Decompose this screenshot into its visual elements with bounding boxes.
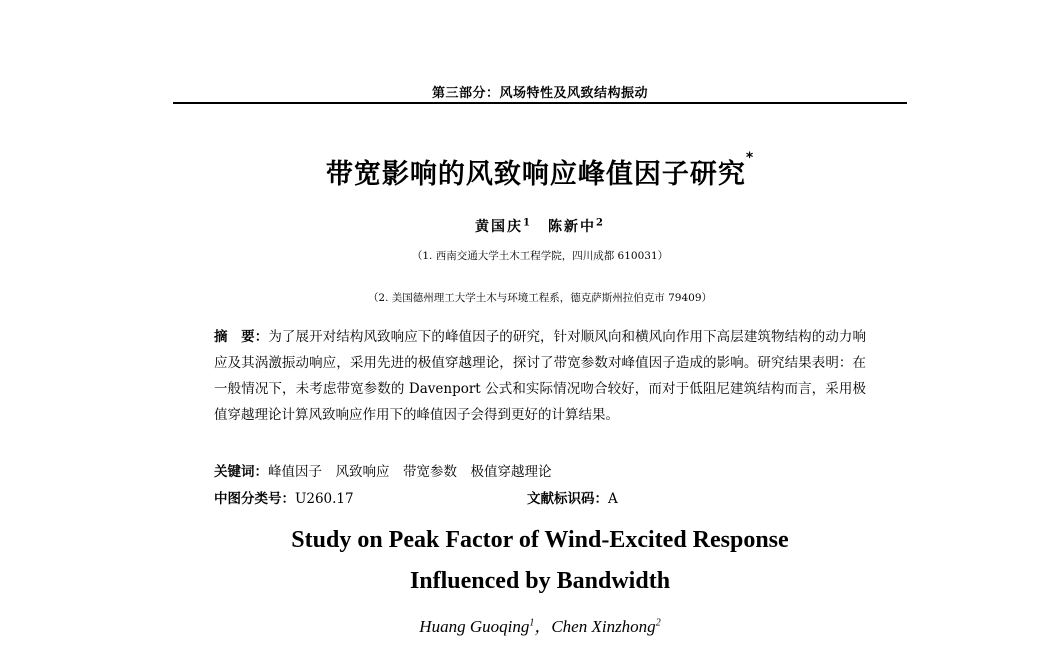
author-en-1: Huang Guoqing [419, 617, 530, 636]
classification-value: U260.17 [295, 491, 354, 507]
author-en-2: Chen Xinzhong [551, 617, 656, 636]
english-authors [173, 612, 907, 637]
author-cn-2-affil: 2 [596, 217, 605, 229]
english-title-line-2: Influenced by Bandwidth [409, 568, 671, 594]
author-en-2-affil: 2 [655, 617, 661, 629]
affiliation-2: （2. 美国德州理工大学土木与环境工程系，德克萨斯州拉伯克市 79409） [367, 292, 713, 304]
author-cn-2: 陈新中 [548, 219, 596, 235]
chinese-title [173, 152, 907, 191]
english-title-line-1: Study on Peak Factor of Wind-Excited Response [291, 527, 789, 553]
affiliation-1: （1. 西南交通大学土木工程学院，四川成都 610031） [411, 250, 669, 262]
abstract [214, 324, 866, 428]
chinese-authors [173, 216, 907, 236]
classification-label: 中图分类号： [214, 491, 295, 507]
author-separator: ， [534, 617, 552, 636]
chinese-title-text: 带宽影响的风致响应峰值因子研究 [325, 159, 746, 190]
document-code-label: 文献标识码： [527, 491, 608, 507]
header-rule [173, 102, 907, 104]
author-cn-1-affil: 1 [523, 217, 532, 229]
title-footnote-mark: * [745, 150, 755, 166]
classification-row [214, 489, 866, 509]
abstract-text: 为了展开对结构风致响应下的峰值因子的研究，针对顺风向和横风向作用下高层建筑物结构的动力响应及其涡激振动响应，采用先进的极值穿越理论，探讨了带宽参数对峰值因子造成的影响。研究结果表明：在一般情况下，未考虑带宽参数的 Davenport 公式和实际情况吻合较好，而对于低阻尼建筑结构而言，采用极值穿越理论计算风致响应作用下的峰值因子会得到更好的计算结果。 [214, 329, 867, 423]
author-en-1-affil: 1 [529, 617, 535, 629]
author-cn-1: 黄国庆 [475, 219, 524, 235]
keywords [214, 462, 866, 482]
running-header: 第三部分：风场特性及风致结构振动 [431, 86, 648, 101]
keywords-label: 关键词： [214, 464, 268, 480]
abstract-label: 摘 要： [214, 329, 269, 345]
document-code [527, 489, 618, 509]
document-code-value: A [608, 491, 618, 507]
keywords-text: 峰值因子 风致响应 带宽参数 极值穿越理论 [268, 464, 552, 480]
